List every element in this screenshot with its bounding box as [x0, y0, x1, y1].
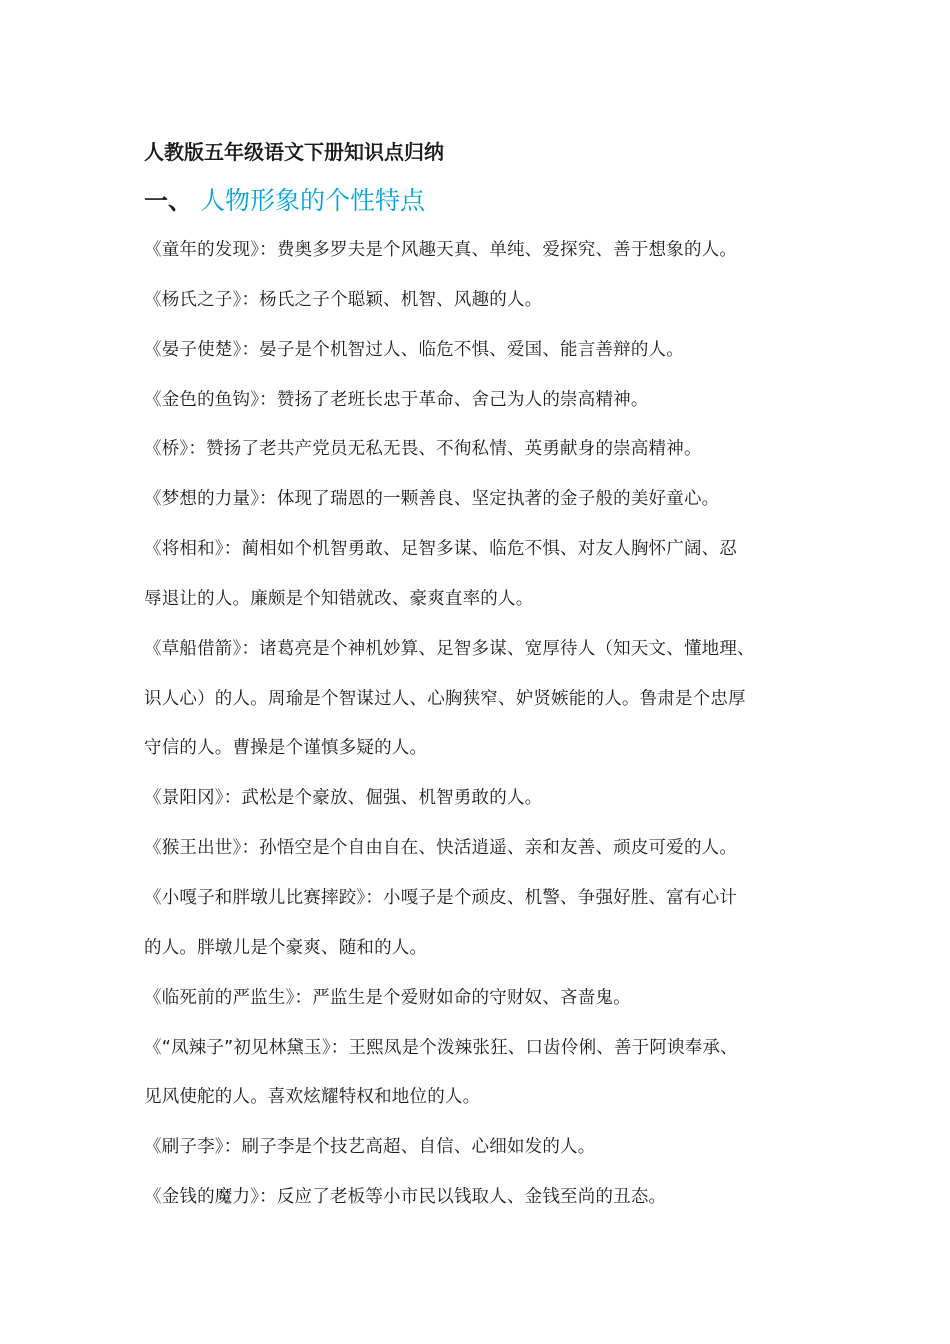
text-line: 《草船借箭》：诸葛亮是个神机妙算、足智多谋、宽厚待人（知天文、懂地理、 [144, 638, 755, 659]
text-line: 《景阳冈》：武松是个豪放、倔强、机智勇敢的人。 [144, 788, 543, 809]
text-line: 守信的人。曹操是个谨慎多疑的人。 [144, 738, 428, 759]
text-line: 《桥》：赞扬了老共产党员无私无畏、不徇私情、英勇献身的崇高精神。 [144, 439, 702, 460]
text-line: 《晏子使楚》：晏子是个机智过人、临危不惧、爱国、能言善辩的人。 [144, 339, 684, 360]
text-line: 辱退让的人。廉颇是个知错就改、豪爽直率的人。 [144, 588, 534, 609]
section-title: 人物形象的个性特点 [200, 186, 426, 215]
text-line: 的人。胖墩儿是个豪爽、随和的人。 [144, 937, 428, 958]
text-line: 《“凤辣子”初见林黛玉》：王熙凤是个泼辣张狂、口齿伶俐、善于阿谀奉承、 [144, 1037, 738, 1058]
section-heading [144, 182, 425, 220]
text-line: 《金钱的魔力》：反应了老板等小市民以钱取人、金钱至尚的丑态。 [144, 1187, 667, 1208]
text-line: 识人心）的人。周瑜是个智谋过人、心胸狭窄、妒贤嫉能的人。鲁肃是个忠厚 [144, 688, 746, 709]
text-line: 《金色的鱼钩》：赞扬了老班长忠于革命、舍己为人的崇高精神。 [144, 389, 649, 410]
text-line: 《将相和》：蔺相如个机智勇敢、足智多谋、临危不惧、对友人胸怀广阔、忍 [144, 539, 738, 560]
text-line: 见风使舵的人。喜欢炫耀特权和地位的人。 [144, 1087, 481, 1108]
text-line: 《临死前的严监生》：严监生是个爱财如命的守财奴、吝啬鬼。 [144, 987, 631, 1008]
text-line: 《刷子李》：刷子李是个技艺高超、自信、心细如发的人。 [144, 1137, 596, 1158]
text-line: 《小嘎子和胖墩儿比赛摔跤》：小嘎子是个顽皮、机警、争强好胜、富有心计 [144, 887, 738, 908]
text-line: 《童年的发现》：费奥多罗夫是个风趣天真、单纯、爱探究、善于想象的人。 [144, 240, 738, 260]
document-title: 人教版五年级语文下册知识点归纳 [144, 140, 444, 164]
section-number: 一、 [144, 187, 192, 215]
text-line: 《猴王出世》：孙悟空是个自由自在、快活逍遥、亲和友善、顽皮可爱的人。 [144, 838, 738, 859]
text-line: 《梦想的力量》：体现了瑞恩的一颗善良、坚定执著的金子般的美好童心。 [144, 489, 720, 510]
entry-list [144, 234, 824, 1231]
text-line: 《杨氏之子》：杨氏之子个聪颖、机智、风趣的人。 [144, 289, 543, 310]
